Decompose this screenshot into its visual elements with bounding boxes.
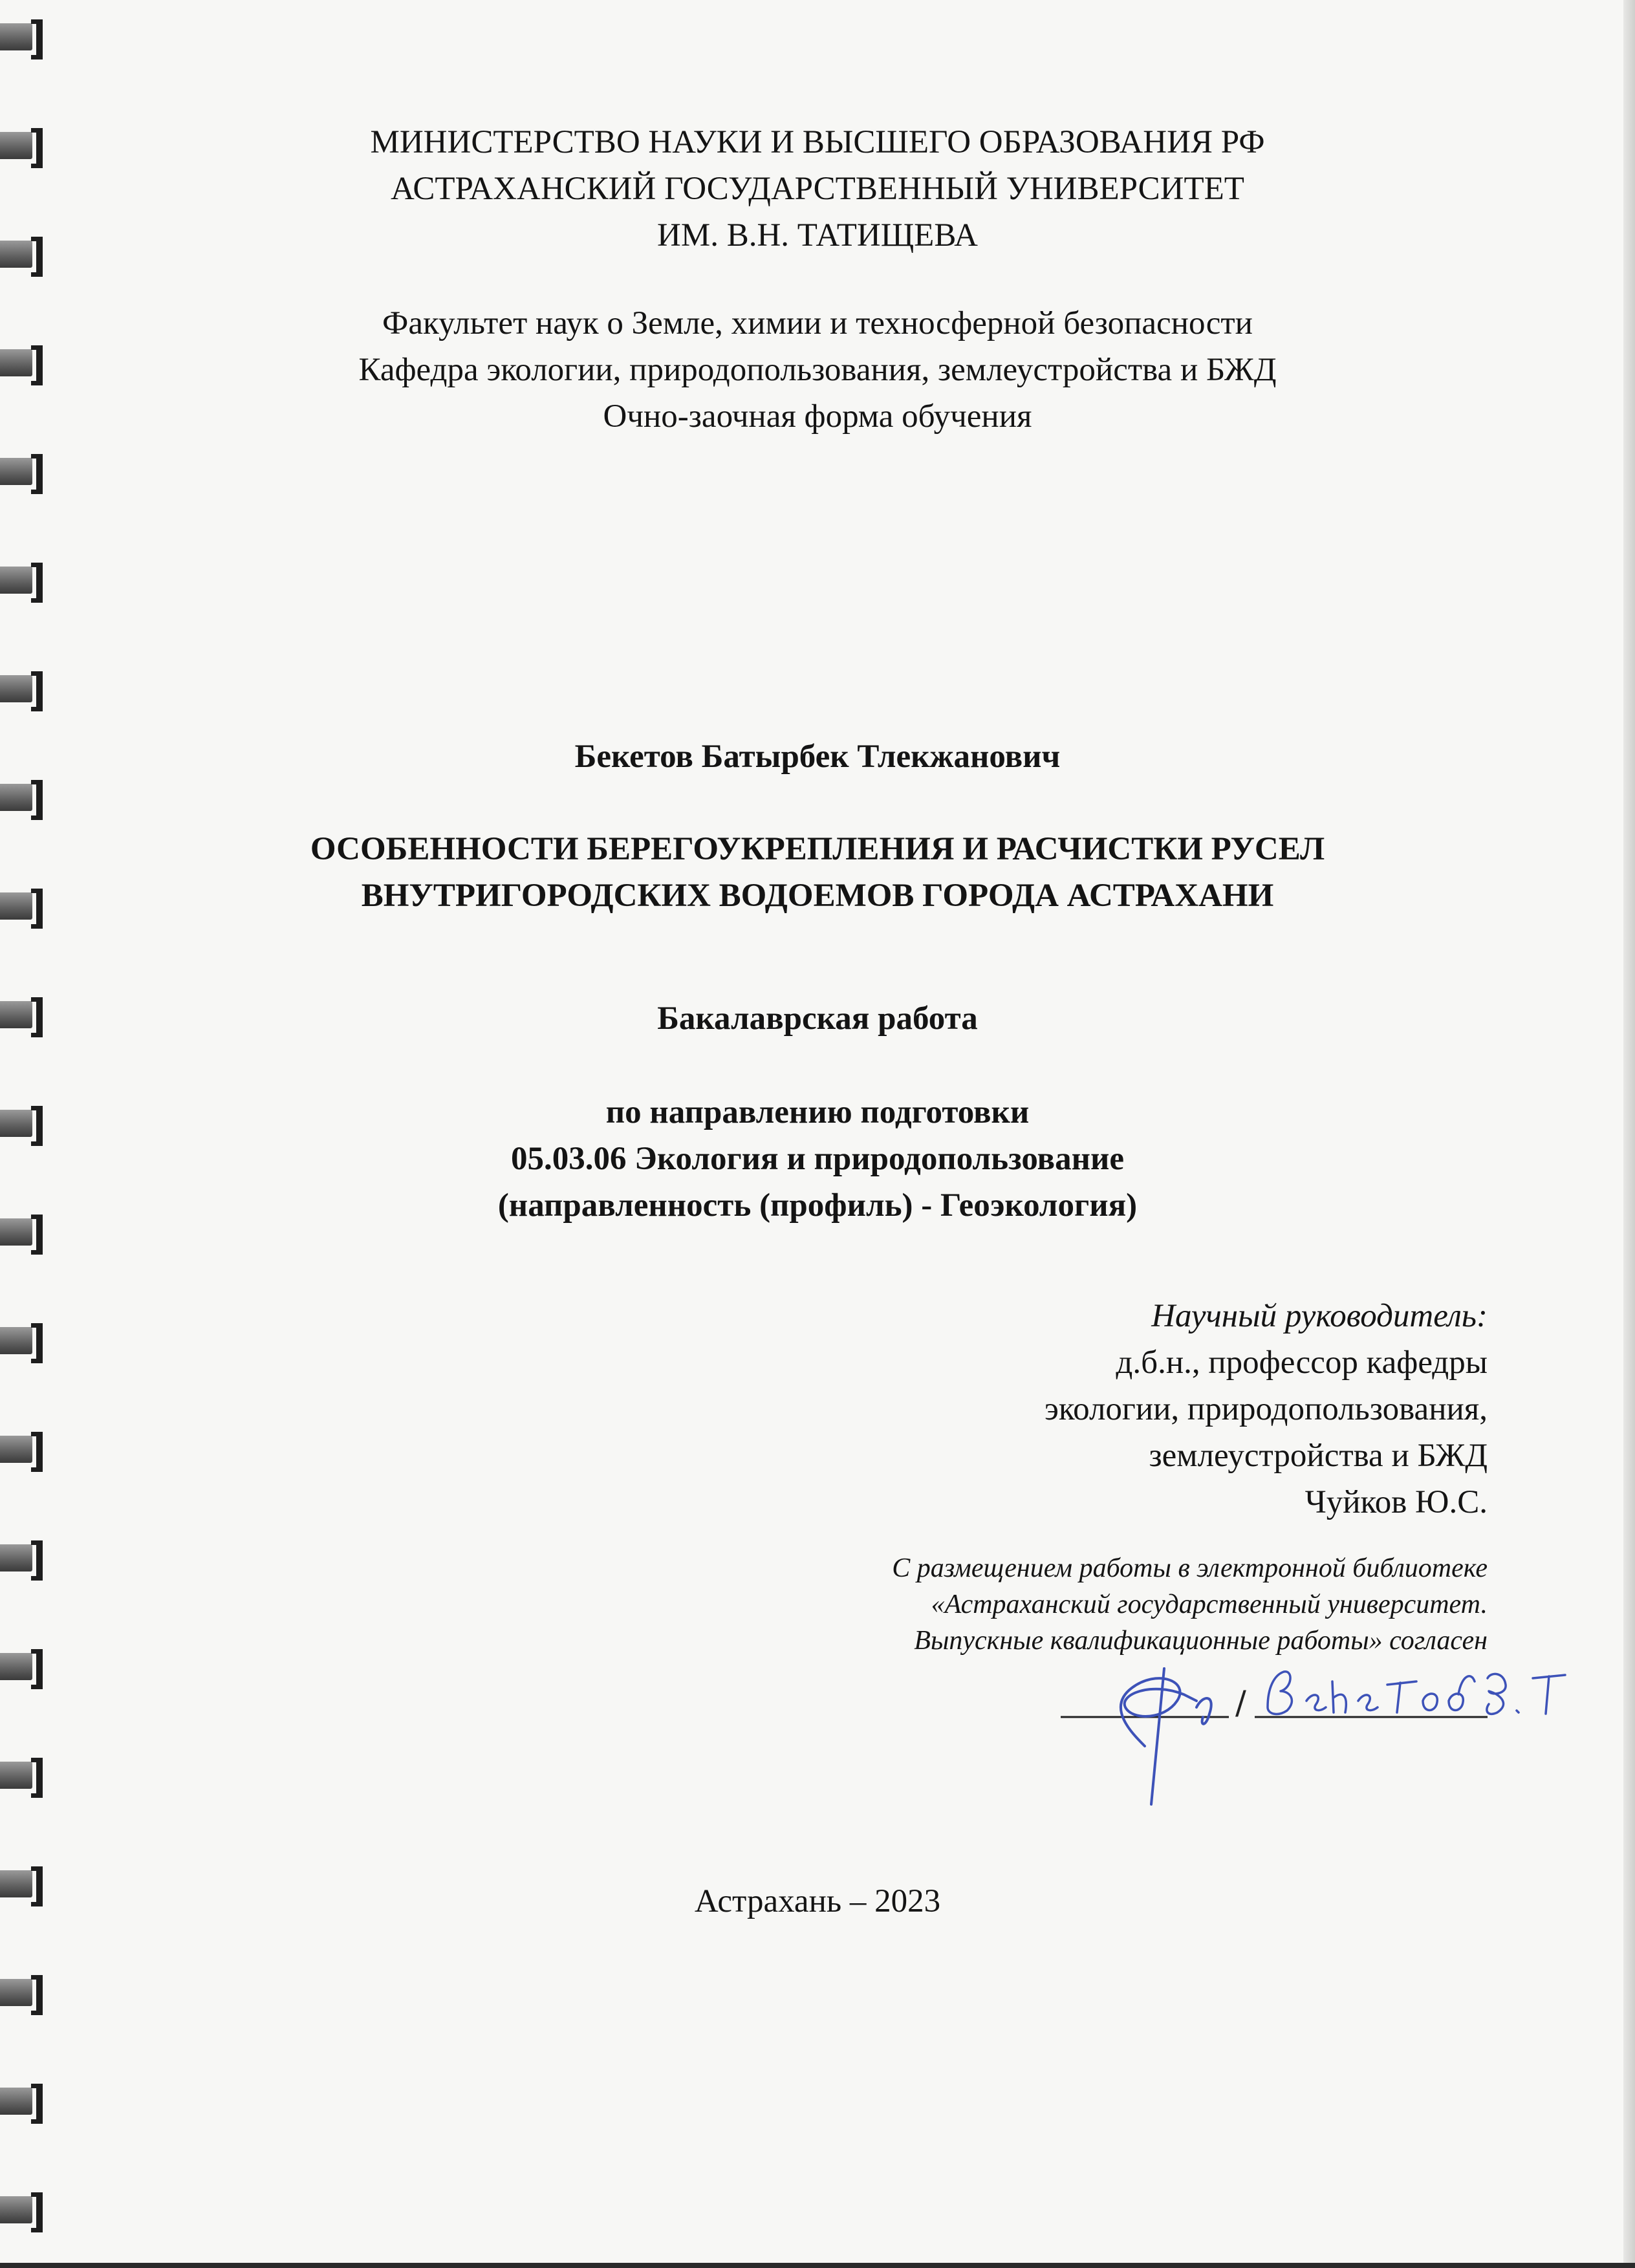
direction-profile: (направленность (профиль) - Геоэкология) <box>497 1187 1138 1224</box>
consent-line-3: Выпускные квалификационные работы» согласен <box>914 1626 1488 1656</box>
binding-ring-icon <box>0 1540 50 1577</box>
binding-ring-icon <box>0 454 50 490</box>
supervisor-label: Научный руководитель: <box>1151 1298 1488 1334</box>
binding-ring-icon <box>0 1323 50 1359</box>
direction-code: 05.03.06 Экология и природопользование <box>510 1141 1124 1177</box>
ministry-name: МИНИСТЕРСТВО НАУКИ И ВЫСШЕГО ОБРАЗОВАНИЯ РФ <box>370 124 1265 160</box>
study-form: Очно-заочная форма обучения <box>603 398 1032 435</box>
supervisor-department-1: экологии, природопользования, <box>1045 1391 1488 1427</box>
author-name: Бекетов Батырбек Тлекжанович <box>574 739 1061 775</box>
binding-ring-icon <box>0 1758 50 1794</box>
binding-ring-icon <box>0 671 50 707</box>
page-bottom-edge <box>0 2263 1635 2268</box>
supervisor-name: Чуйков Ю.С. <box>1305 1484 1488 1520</box>
university-name: АСТРАХАНСКИЙ ГОСУДАРСТВЕННЫЙ УНИВЕРСИТЕТ <box>391 171 1244 207</box>
binding-ring-icon <box>0 780 50 816</box>
thesis-title-line-2: ВНУТРИГОРОДСКИХ ВОДОЕМОВ ГОРОДА АСТРАХАНИ <box>361 878 1274 914</box>
binding-ring-icon <box>0 1975 50 2011</box>
department-name: Кафедра экологии, природопользования, землеустройства и БЖД <box>358 352 1277 388</box>
thesis-title-line-1: ОСОБЕННОСТИ БЕРЕГОУКРЕПЛЕНИЯ И РАСЧИСТКИ РУСЕЛ <box>310 831 1325 867</box>
work-type: Бакалаврская работа <box>657 1000 978 1037</box>
faculty-name: Факультет наук о Земле, химии и техносферной безопасности <box>382 305 1253 341</box>
svg-text:/: / <box>1235 1684 1246 1722</box>
direction-label: по направлению подготовки <box>605 1094 1030 1130</box>
consent-line-2: «Астраханский государственный университет. <box>931 1590 1488 1619</box>
binding-ring-icon <box>0 19 50 56</box>
binding-ring-icon <box>0 2084 50 2120</box>
binding-ring-icon <box>0 2192 50 2229</box>
supervisor-department-2: землеустройства и БЖД <box>1149 1438 1488 1474</box>
university-eponym: ИМ. В.Н. ТАТИЩЕВА <box>657 217 978 254</box>
consent-line-1: С размещением работы в электронной библиотеке <box>892 1553 1488 1583</box>
signature-icon <box>1035 1656 1604 1811</box>
binding-ring-icon <box>0 1432 50 1468</box>
binding-ring-icon <box>0 1649 50 1685</box>
binding-ring-icon <box>0 563 50 599</box>
city-year: Астрахань – 2023 <box>694 1883 941 1919</box>
supervisor-degree: д.б.н., профессор кафедры <box>1116 1345 1488 1381</box>
